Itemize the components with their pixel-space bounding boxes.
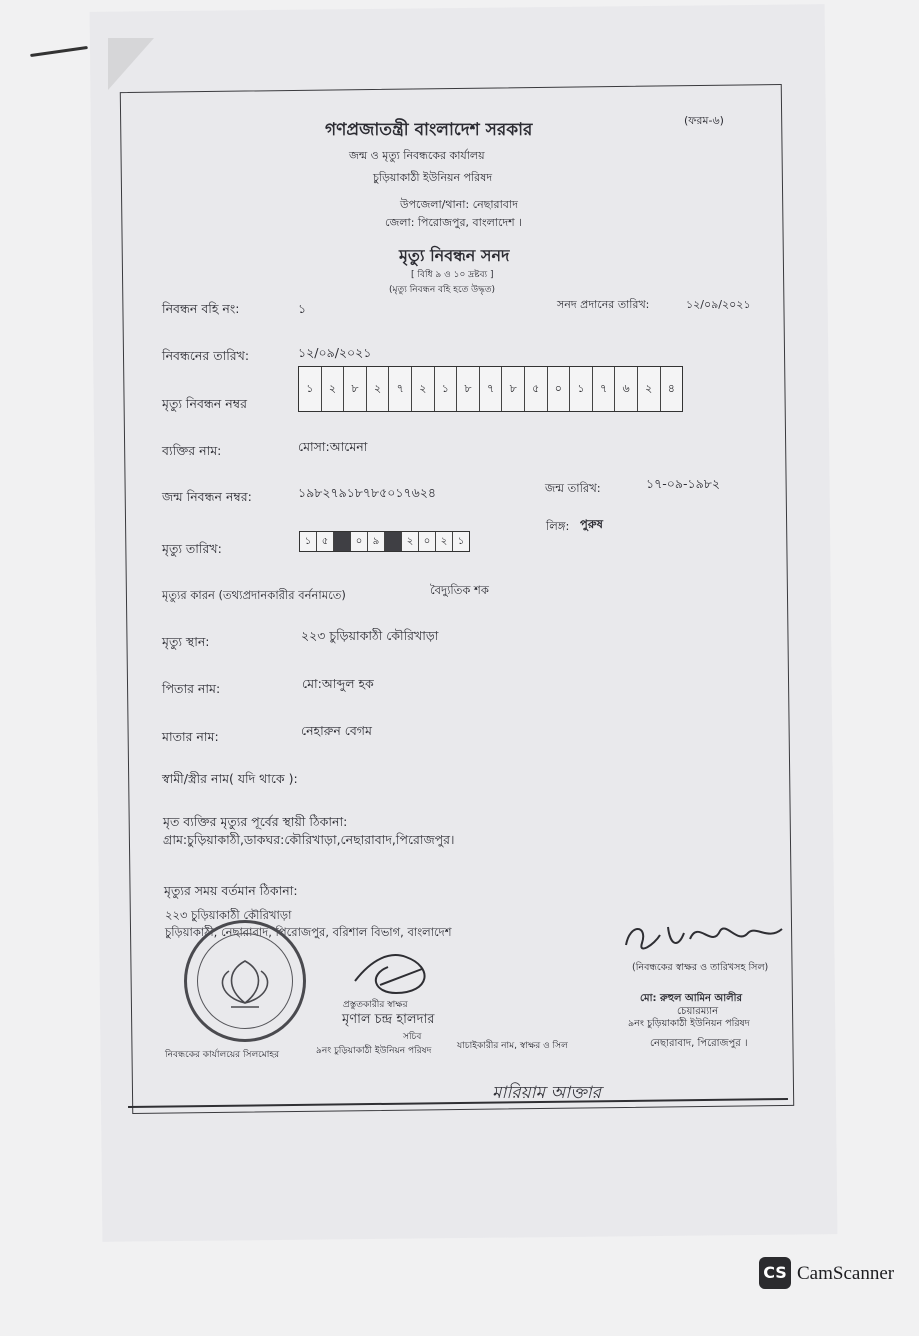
registrar-signature bbox=[620, 915, 790, 960]
issue-date-value: ১২/০৯/২০২১ bbox=[686, 298, 751, 311]
death-reg-number-label: মৃত্যু নিবন্ধন নম্বর bbox=[162, 396, 247, 411]
spouse-label: স্বামী/স্ত্রীর নাম( যদি থাকে ): bbox=[162, 771, 298, 786]
book-number-label: নিবন্ধন বহি নং: bbox=[162, 301, 240, 316]
reg-digit-box: ২ bbox=[638, 367, 661, 411]
registration-date-value: ১২/০৯/২০২১ bbox=[298, 345, 372, 360]
person-name-label: ব্যক্তির নাম: bbox=[162, 443, 222, 458]
lotus-emblem-icon bbox=[187, 923, 303, 1039]
reg-digit-box: ২ bbox=[322, 367, 345, 411]
current-address-label: মৃত্যুর সময় বর্তমান ঠিকানা: bbox=[164, 883, 298, 898]
reg-digit-box: ৬ bbox=[615, 367, 638, 411]
death-date-boxes bbox=[299, 531, 470, 552]
current-address-line1: ২২৩ চুড়িয়াকাঠী কৌরিখাড়া bbox=[165, 908, 292, 922]
reg-digit-box: ২ bbox=[412, 367, 435, 411]
preparer-signature bbox=[350, 945, 445, 1000]
camscanner-name: CamScanner bbox=[797, 1263, 895, 1284]
reg-digit-box: ৪ bbox=[667, 382, 675, 395]
person-name-value: মোসা:আমেনা bbox=[298, 439, 368, 454]
reg-digit-box: ৮ bbox=[344, 367, 367, 411]
chairman-title: চেয়ারম্যান bbox=[677, 1006, 719, 1017]
govt-title: গণপ্রজাতন্ত্রী বাংলাদেশ সরকার bbox=[325, 120, 533, 140]
upazila: উপজেলা/থানা: নেছারাবাদ bbox=[400, 198, 518, 211]
sex-label: লিঙ্গ: bbox=[546, 519, 570, 533]
father-label: পিতার নাম: bbox=[162, 681, 221, 696]
date-digit-box: ১ bbox=[300, 532, 317, 551]
reg-digit-box: ৭ bbox=[480, 367, 503, 411]
date-digit-box: ১ bbox=[457, 536, 465, 547]
pen-mark bbox=[30, 46, 88, 57]
reg-digit-box: ৫ bbox=[525, 367, 548, 411]
mother-value: নেহারুন বেগম bbox=[301, 723, 372, 738]
office-seal bbox=[184, 920, 306, 1042]
permanent-address-label: মৃত ব্যক্তির মৃত্যুর পূর্বের স্থায়ী ঠিকানা: bbox=[163, 814, 348, 829]
reg-digit-box: ৮ bbox=[457, 367, 480, 411]
district: জেলা: পিরোজপুর, বাংলাদেশ । bbox=[385, 216, 523, 229]
sex-value: পুরুষ bbox=[580, 517, 603, 531]
mother-label: মাতার নাম: bbox=[162, 729, 219, 744]
secretary-title: সচিব bbox=[403, 1032, 422, 1042]
book-number-value: ১ bbox=[298, 301, 307, 316]
reg-digit-box: ৮ bbox=[502, 367, 525, 411]
date-digit-box: ২ bbox=[436, 532, 453, 551]
permanent-address-value: গ্রাম:চুড়িয়াকাঠী,ডাকঘর:কৌরিখাড়া,নেছারাবাদ,পিরোজপুর। bbox=[163, 832, 455, 847]
birth-date-value: ১৭-০৯-১৯৮২ bbox=[646, 476, 720, 491]
reg-digit-box: ০ bbox=[548, 367, 571, 411]
place-label: মৃত্যু স্থান: bbox=[162, 634, 210, 649]
chairman-union: ৯নং চুড়িয়াকাঠী ইউনিয়ন পরিষদ bbox=[628, 1018, 750, 1029]
current-address-line2: চুড়িয়াকাঠী, নেছারাবাদ, পিরোজপুর, বরিশাল বিভাগ, বাংলাদেশ bbox=[165, 925, 452, 939]
reg-digit-box: ২ bbox=[367, 367, 390, 411]
birth-reg-label: জন্ম নিবন্ধন নম্বর: bbox=[162, 489, 252, 504]
reg-digit-box: ১ bbox=[570, 367, 593, 411]
form-number: (ফরম-৬) bbox=[684, 114, 724, 127]
handwritten-name: মারিয়াম আক্তার bbox=[492, 1083, 601, 1103]
chairman-name: মো: রুহুল আমিন আলীর bbox=[640, 993, 742, 1004]
birth-reg-value: ১৯৮২৭৯১৮৭৮৫০১৭৬২৪ bbox=[298, 485, 437, 500]
chairman-area: নেছারাবাদ, পিরোজপুর । bbox=[650, 1038, 748, 1049]
folded-corner bbox=[108, 38, 154, 90]
secretary-union: ৯নং চুড়িয়াকাঠী ইউনিয়ন পরিষদ bbox=[316, 1046, 432, 1056]
reg-digit-box: ৭ bbox=[593, 367, 616, 411]
place-value: ২২৩ চুড়িয়াকাঠী কৌরিখাড়া bbox=[301, 628, 439, 643]
excerpt-note: (মৃত্যু নিবন্ধন বহি হতে উদ্ধৃত) bbox=[389, 285, 496, 295]
office-seal-caption: নিবন্ধকের কার্যালয়ের সিলমোহর bbox=[165, 1050, 280, 1060]
issue-date-label: সনদ প্রদানের তারিখ: bbox=[557, 298, 650, 311]
reg-digit-box: ১ bbox=[299, 367, 322, 411]
secretary-name: মৃণাল চন্দ্র হালদার bbox=[342, 1012, 435, 1027]
verifier-caption: যাচাইকারীর নাম, স্বাক্ষর ও সিল bbox=[457, 1041, 568, 1051]
date-digit-box: ২ bbox=[402, 532, 419, 551]
registrar-caption: (নিবন্ধকের স্বাক্ষর ও তারিখসহ সিল) bbox=[632, 962, 769, 973]
office-name: জন্ম ও মৃত্যু নিবন্ধকের কার্যালয় bbox=[349, 149, 485, 162]
date-digit-box bbox=[334, 532, 351, 551]
union-name: চুড়িয়াকাঠী ইউনিয়ন পরিষদ bbox=[373, 171, 493, 184]
date-digit-box: ০ bbox=[419, 532, 436, 551]
certificate-title: মৃত্যু নিবন্ধন সনদ bbox=[399, 246, 510, 265]
reg-digit-box: ৭ bbox=[389, 367, 412, 411]
death-reg-number-boxes bbox=[298, 366, 683, 412]
cause-label: মৃত্যুর কারন (তথ্যপ্রদানকারীর বর্ননামতে) bbox=[162, 588, 346, 602]
cause-value: বৈদ্যুতিক শক bbox=[430, 583, 489, 597]
registration-date-label: নিবন্ধনের তারিখ: bbox=[162, 348, 250, 363]
date-digit-box: ০ bbox=[351, 532, 368, 551]
camscanner-logo: CS bbox=[759, 1257, 791, 1289]
death-date-label: মৃত্যু তারিখ: bbox=[162, 541, 222, 556]
date-digit-box bbox=[385, 532, 402, 551]
rule-reference: [ বিধি ৯ ও ১০ দ্রষ্টব্য ] bbox=[411, 270, 494, 280]
father-value: মো:আব্দুল হক bbox=[302, 676, 374, 691]
date-digit-box: ৯ bbox=[368, 532, 385, 551]
preparer-caption: প্রস্তুতকারীর স্বাক্ষর bbox=[343, 1000, 408, 1010]
birth-date-label: জন্ম তারিখ: bbox=[545, 481, 601, 495]
reg-digit-box: ১ bbox=[435, 367, 458, 411]
date-digit-box: ৫ bbox=[317, 532, 334, 551]
